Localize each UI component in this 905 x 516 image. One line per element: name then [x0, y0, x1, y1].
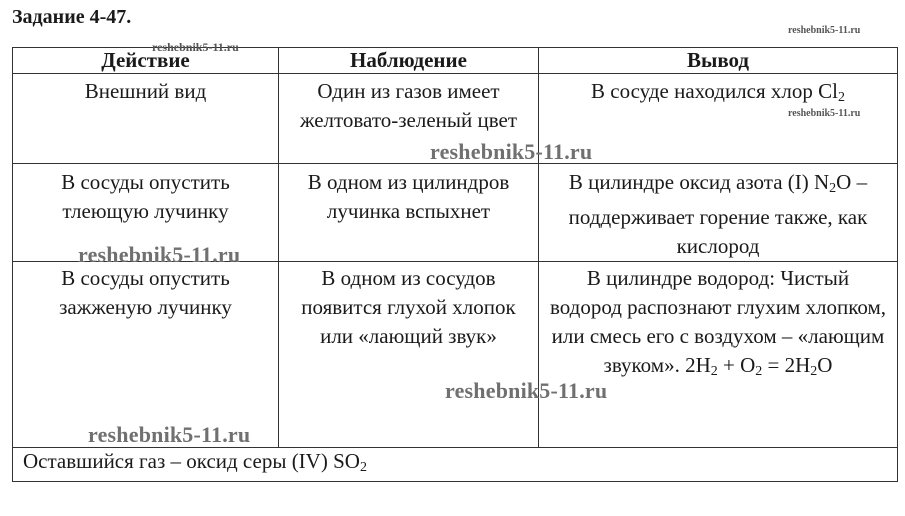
watermark-top-right: reshebnik5-11.ru — [788, 25, 861, 36]
row2-action: В сосуды опустить тлеющую лучинку — [13, 164, 279, 262]
row3-action: В сосуды опустить зажженую лучинку — [13, 262, 279, 448]
row1-observation: Один из газов имеет желтовато-зеленый цвет — [279, 74, 539, 164]
watermark-row3-big: reshebnik5-11.ru — [445, 378, 608, 403]
row1-action: Внешний вид — [13, 74, 279, 164]
row2-observation: В одном из цилиндров лучинка вспыхнет — [279, 164, 539, 262]
row2-conclusion: В цилиндре оксид азота (I) $N_2O$ – поддерживает горение также, как кислород — [539, 164, 898, 262]
header-action: Действие — [13, 48, 279, 74]
watermark-row2-big: reshebnik5-11.ru — [78, 242, 241, 267]
table-row — [13, 262, 898, 448]
table-header-row — [13, 48, 898, 74]
row3-observation: В одном из сосудов появится глухой хлопок или «лающий звук» — [279, 262, 539, 448]
row1-conclusion: В сосуде находился хлор $Cl_2$ — [539, 74, 898, 164]
row3-conclusion: В цилиндре водород: Чистый водород распознают глухим хлопком, или смесь его с воздухом – «лающим звуком». $2H_2 + O_2 = 2H_2O$ — [539, 262, 898, 448]
header-observation: Наблюдение — [279, 48, 539, 74]
watermark-row3-left: reshebnik5-11.ru — [88, 422, 251, 447]
task-title: Задание 4-47. — [12, 6, 132, 28]
watermark-row1-big: reshebnik5-11.ru — [430, 139, 593, 164]
header-conclusion: Вывод — [539, 48, 898, 74]
watermark-row1: reshebnik5-11.ru — [788, 108, 861, 119]
table-footer-row — [13, 448, 898, 482]
footer-note: Оставшийся газ – оксид серы (IV) $SO_2$ — [13, 448, 898, 482]
watermark-header: reshebnik5-11.ru — [152, 40, 239, 54]
